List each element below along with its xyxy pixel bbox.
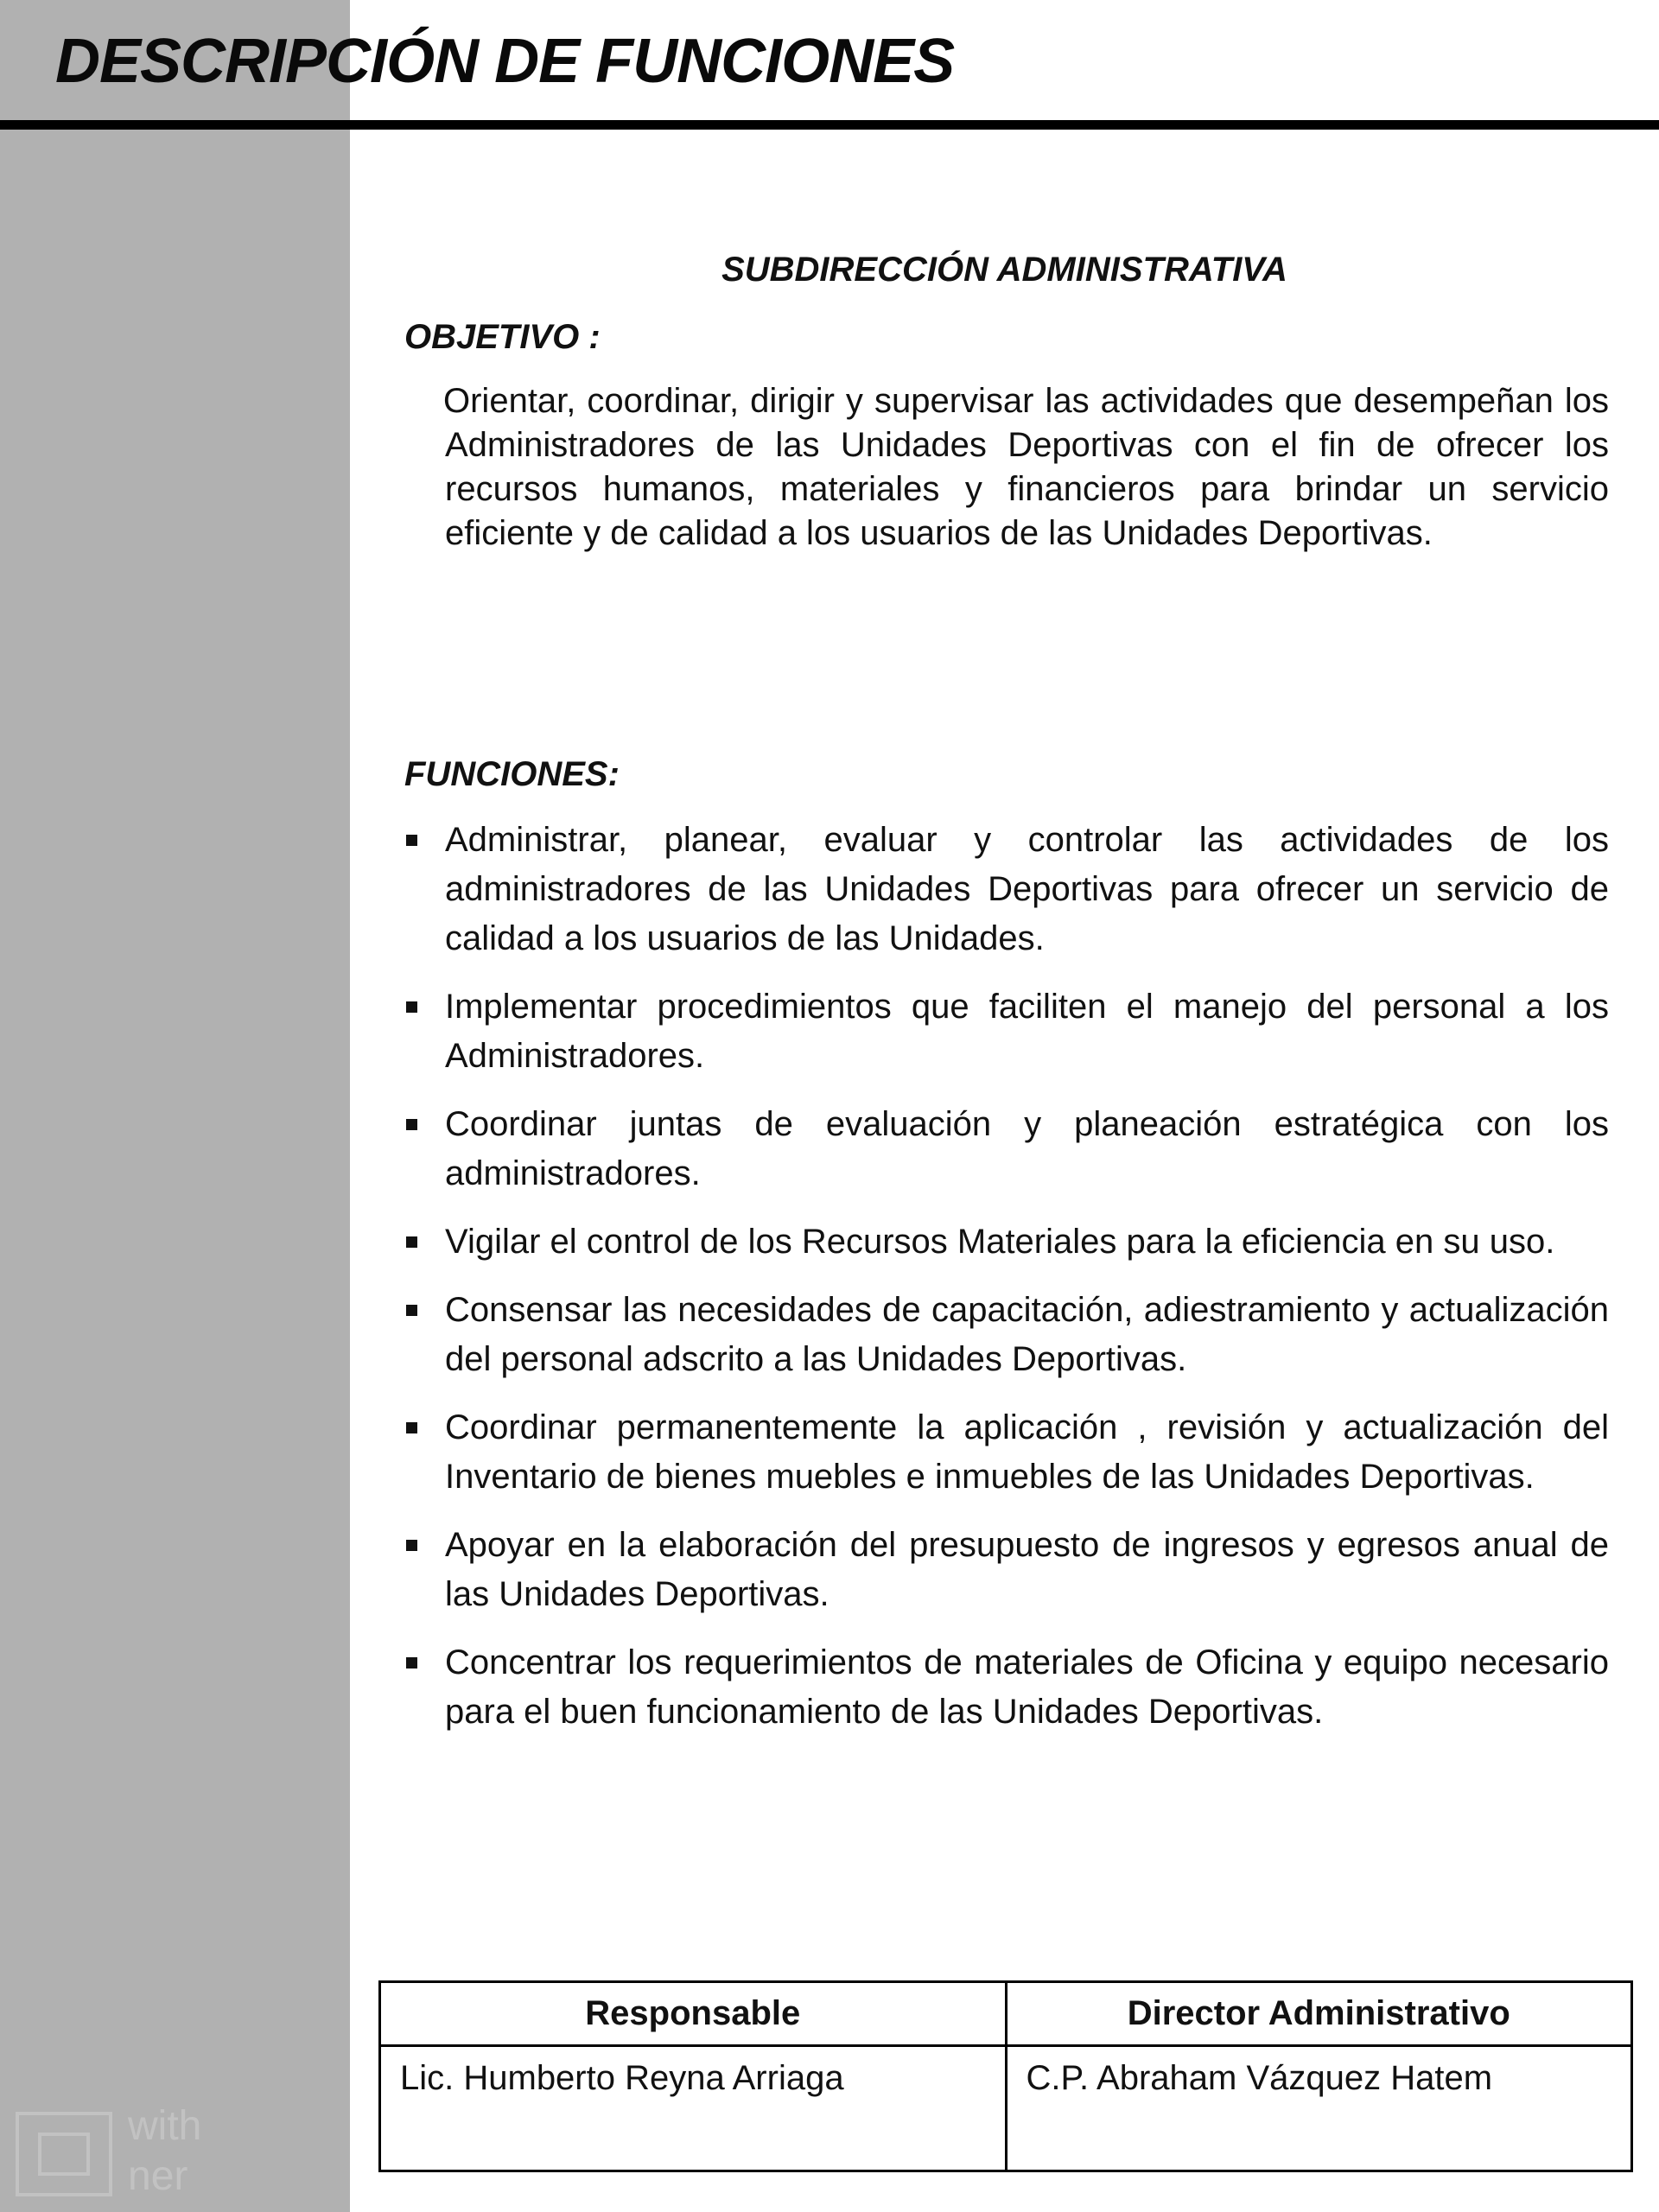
function-item xyxy=(404,1100,1609,1198)
function-item xyxy=(404,1217,1609,1267)
square-bullet-icon xyxy=(406,1540,417,1551)
responsable-header: Responsable xyxy=(380,1982,1007,2046)
function-item xyxy=(404,1638,1609,1737)
functions-label: FUNCIONES: xyxy=(404,755,620,793)
function-item xyxy=(404,1521,1609,1619)
square-bullet-icon xyxy=(406,1422,417,1433)
square-bullet-icon xyxy=(406,1119,417,1130)
section-heading: SUBDIRECCIÓN ADMINISTRATIVA xyxy=(721,251,1287,289)
square-bullet-icon xyxy=(406,1236,417,1248)
function-text: Vigilar el control de los Recursos Materiales para la eficiencia en su uso. xyxy=(445,1223,1555,1261)
gray-sidebar-band xyxy=(0,0,350,2212)
function-text: Administrar, planear, evaluar y controlar las actividades de los administradores de las Unidades Deportivas para ofrecer un servicio de calidad a los usuarios de las Unidades. xyxy=(445,821,1609,957)
function-item xyxy=(404,1403,1609,1502)
square-bullet-icon xyxy=(406,835,417,846)
responsable-name: Lic. Humberto Reyna Arriaga xyxy=(380,2046,1007,2171)
watermark-line: ner xyxy=(128,2153,188,2199)
function-item xyxy=(404,816,1609,963)
director-name: C.P. Abraham Vázquez Hatem xyxy=(1006,2046,1632,2171)
director-header: Director Administrativo xyxy=(1006,1982,1632,2046)
signature-name-row xyxy=(380,2046,1632,2171)
function-text: Consensar las necesidades de capacitación, adiestramiento y actualización del personal adscrito a las Unidades Deportivas. xyxy=(445,1291,1609,1378)
function-text: Coordinar juntas de evaluación y planeación estratégica con los administradores. xyxy=(445,1105,1609,1192)
watermark-line: with xyxy=(128,2103,202,2149)
page-title: DESCRIPCIÓN DE FUNCIONES xyxy=(55,27,955,96)
signature-header-row xyxy=(380,1982,1632,2046)
square-bullet-icon xyxy=(406,1657,417,1669)
function-text: Concentrar los requerimientos de materiales de Oficina y equipo necesario para el buen funcionamiento de las Unidades Deportivas. xyxy=(445,1643,1609,1731)
function-text: Apoyar en la elaboración del presupuesto de ingresos y egresos anual de las Unidades Deportivas. xyxy=(445,1526,1609,1613)
functions-list xyxy=(404,816,1609,1756)
function-text: Coordinar permanentemente la aplicación , revisión y actualización del Inventario de bienes muebles e inmuebles de las Unidades Deportivas. xyxy=(445,1408,1609,1496)
square-bullet-icon xyxy=(406,1001,417,1013)
objective-text: Orientar, coordinar, dirigir y supervisar las actividades que desempeñan los Administradores de las Unidades Deportivas con el fin de ofrecer los recursos humanos, materiales y financieros para brindar un servicio eficiente y de calidad a los usuarios de las Unidades Deportivas. xyxy=(443,382,1609,552)
function-text: Implementar procedimientos que faciliten el manejo del personal a los Administradores. xyxy=(445,988,1609,1075)
objective-label: OBJETIVO : xyxy=(404,318,601,356)
function-item xyxy=(404,982,1609,1081)
signature-table xyxy=(378,1980,1633,2172)
function-item xyxy=(404,1286,1609,1384)
title-rule xyxy=(0,120,1659,130)
square-bullet-icon xyxy=(406,1305,417,1316)
